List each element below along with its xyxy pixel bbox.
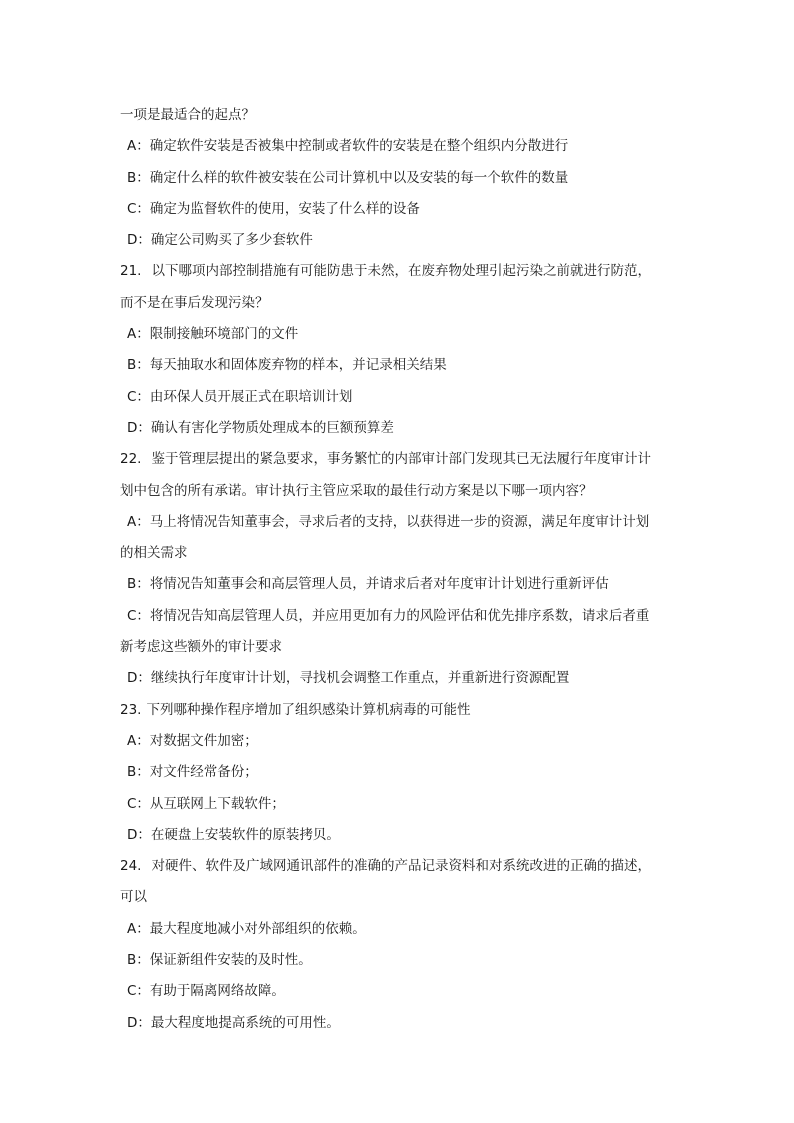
question-21-stem-line2: 而不是在事后发现污染？ [120,294,269,311]
question-21-option-d: D：确认有害化学物质处理成本的巨额预算差 [127,419,394,436]
question-22-stem [120,444,680,475]
question-24-option-c: C：有助于隔离网络故障。 [127,983,285,1000]
question-24-option-a: A：最大程度地减小对外部组织的依赖。 [127,920,366,937]
question-23-stem-text: 下列哪种操作程序增加了组织感染计算机病毒的可能性 [146,701,471,718]
question-22-option-a-cont: 的相关需求 [120,545,188,562]
question-22-option-b: B：将情况告知董事会和高层管理人员，并请求后者对年度审计计划进行重新评估 [127,576,609,593]
question-21-option-c: C：由环保人员开展正式在职培训计划 [127,388,353,405]
question-22-option-d: D：继续执行年度审计计划，寻找机会调整工作重点，并重新进行资源配置 [127,670,570,687]
question-22-stem-line2: 划中包含的所有承诺。审计执行主管应采取的最佳行动方案是以下哪一项内容？ [120,482,593,499]
question-23-option-c: C：从互联网上下载软件； [127,795,285,812]
question-23-option-d: D：在硬盘上安装软件的原装拷贝。 [127,826,340,843]
question-22-option-c: C：将情况告知高层管理人员，并应用更加有力的风险评估和优先排序系数，请求后者重 [127,607,650,624]
question-23-option-b: B：对文件经常备份； [127,764,258,781]
question-21-option-a: A：限制接触环境部门的文件 [127,326,299,343]
question-22-number: 22. [120,451,142,468]
question-20-option-a: A：确定软件安装是否被集中控制或者软件的安装是在整个组织内分散进行 [127,138,569,155]
question-24-stem [120,851,680,882]
question-21-option-b: B：每天抽取水和固体废弃物的样本，并记录相关结果 [127,357,447,374]
question-22-option-c-cont: 新考虑这些额外的审计要求 [120,639,282,656]
question-23-number: 23. [120,701,142,718]
question-23-option-a: A：对数据文件加密； [127,732,258,749]
question-24-stem-line2: 可以 [120,889,147,906]
question-22-option-a: A：马上将情况告知董事会，寻求后者的支持，以获得进一步的资源，满足年度审计计划 [127,513,650,530]
question-24-option-d: D：最大程度地提高系统的可用性。 [127,1014,340,1031]
question-20-option-c: C：确定为监督软件的使用，安装了什么样的设备 [127,200,420,217]
question-20-option-b: B：确定什么样的软件被安装在公司计算机中以及安装的每一个软件的数量 [127,169,569,186]
question-21-number: 21. [120,263,142,280]
question-24-number: 24. [120,858,142,875]
question-23-stem [120,695,680,726]
question-21-stem [120,256,680,287]
question-20-stem: 一项是最适合的起点？ [120,107,255,123]
question-21-stem-line1: 以下哪项内部控制措施有可能防患于未然，在废弃物处理引起污染之前就进行防范， [151,263,651,280]
document-content [120,100,680,1039]
question-24-stem-line1: 对硬件、软件及广域网通讯部件的准确的产品记录资料和对系统改进的正确的描述， [151,858,651,875]
question-24-option-b: B：保证新组件安装的及时性。 [127,952,312,969]
question-20-option-d: D：确定公司购买了多少套软件 [127,232,313,249]
question-22-stem-line1: 鉴于管理层提出的紧急要求，事务繁忙的内部审计部门发现其已无法履行年度审计计 [151,451,651,468]
